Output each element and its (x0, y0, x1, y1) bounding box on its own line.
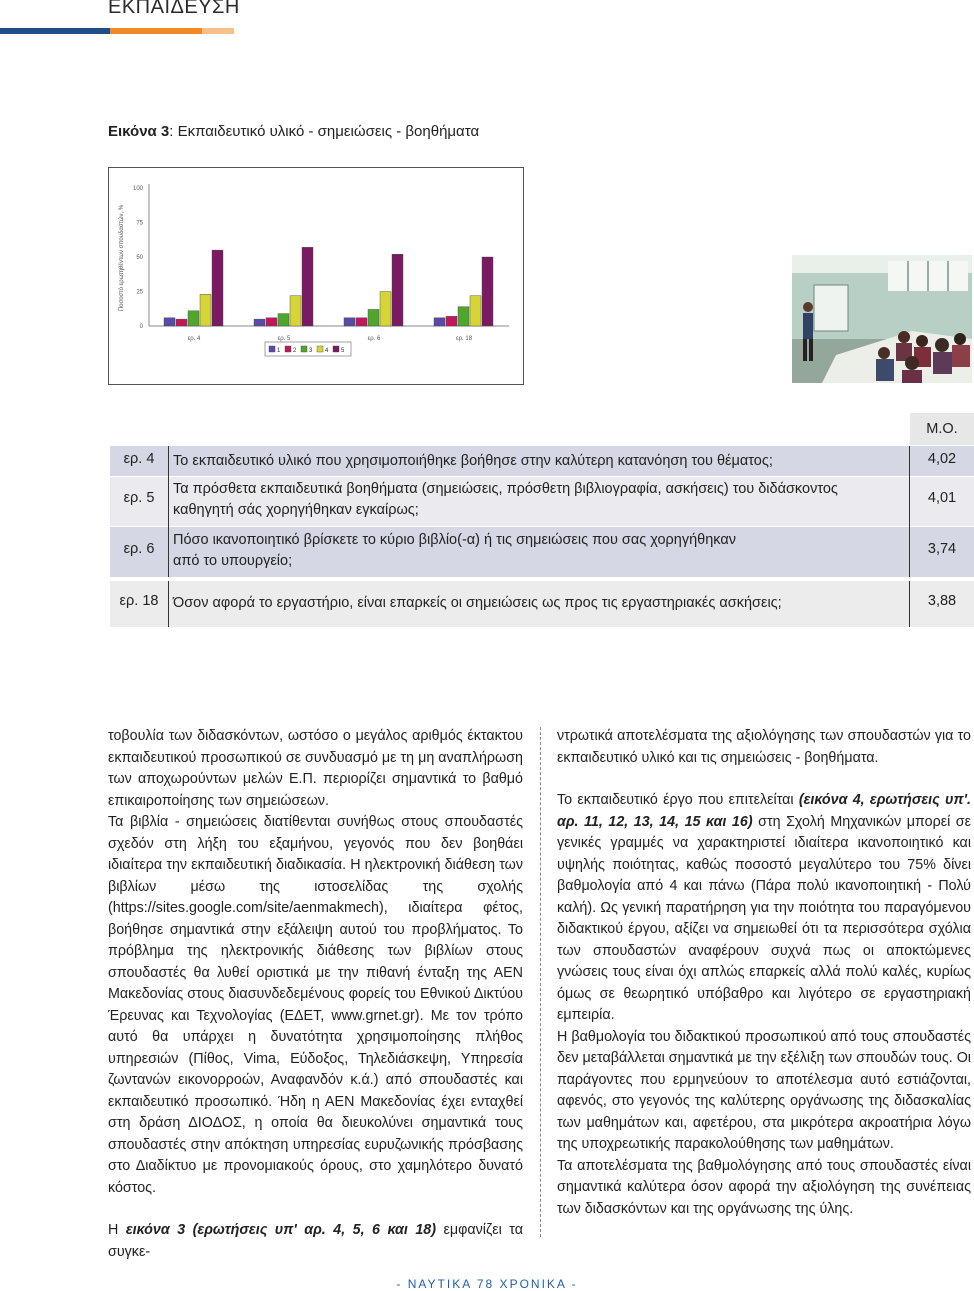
page-footer: - ΝΑΥΤΙΚΑ 78 ΧΡΟΝΙΚΑ - (396, 1277, 578, 1291)
table-divider (168, 446, 169, 577)
paragraph: Τα αποτελέσματα της βαθμολόγησης από τους σπουδαστές είναι σημαντικά καλύτερα όσον αφορά την αξιολόγηση της συνέπειας των διδασκόντων και της οργάνωσης της ύλης. (557, 1157, 971, 1217)
bar (458, 307, 469, 326)
table-divider (909, 581, 910, 627)
y-tick-label: 0 (139, 324, 143, 330)
classroom-photo (792, 255, 972, 383)
legend-swatch (301, 346, 307, 352)
bar (266, 318, 277, 326)
row-id: ερ. 18 (119, 593, 159, 609)
bar (164, 318, 175, 326)
legend-label: 5 (341, 348, 345, 354)
bar (482, 257, 493, 326)
legend-label: 4 (325, 348, 329, 354)
y-tick-label: 50 (136, 255, 143, 261)
row-question (173, 479, 905, 521)
paragraph (557, 790, 971, 1027)
section-header: ΕΚΠΑΙΔΕΥΣΗ (108, 0, 240, 18)
legend-swatch (269, 346, 275, 352)
bar (200, 294, 211, 326)
table-divider (168, 581, 169, 627)
column-divider (540, 727, 541, 1237)
row-question (173, 530, 905, 572)
bar (212, 250, 223, 326)
bar-chart (108, 167, 524, 385)
figure-reference: εικόνα 3 (ερωτήσεις υπ' αρ. 4, 5, 6 και 18) (125, 1222, 436, 1238)
row-question: Όσον αφορά το εργαστήριο, είναι επαρκείς οι σημειώσεις ως προς τις εργαστηριακές ασκήσεις; (173, 595, 782, 611)
left-column (108, 726, 523, 1263)
x-tick-label: ερ. 6 (367, 336, 381, 342)
bar (434, 318, 445, 326)
mo-label: Μ.Ο. (926, 421, 958, 437)
figure-caption (108, 123, 479, 140)
paragraph: Τα βιβλία - σημειώσεις διατίθενται συνήθως στους σπουδαστές σχεδόν στη λήξη του εξαμήνου, γεγονός που δεν βοηθάει ιδιαίτερα την εκπαιδευτική διαδικασία. Η ηλεκτρονική διάθεση των βιβλίων μέσω της ιστοσελίδας της σχολής (https://sites.google.com/site/aenmakmech), ιδιαίτερα φέτος, βοήθησε σημαντικά στην εξάλειψη αυτού του προβλήματος. Το πρόβλημα της ηλεκτρονικής διάθεσης των βιβλίων στους σπουδαστές θα λυθεί οριστικά με την πιθανή ένταξη της ΑΕΝ Μακεδονίας στους διασυνδεδεμένους φορείς του Εθνικού Δικτύου Έρευνας και Τεχνολογίας (ΕΔΕΤ, www.grnet.gr). Με τον τρόπο αυτό θα υπάρχει η δυνατότητα χρησιμοποίησης πλήθος υπηρεσιών (Πίθος, Vima, Εύδοξος, Τηλεδιάσκεψη, Υπηρεσία ζωντανών εικονορροών, Αναφανδόν κ.ά.) από σπουδαστές και εκπαιδευτικό προσωπικό. Ήδη η ΑΕΝ Μακεδονίας έχει ενταχθεί στη δράση ΔΙΟΔΟΣ, η οποία θα διευκολύνει σημαντικά τους σπουδαστές στην απόκτηση υπηρεσίας ευρυζωνικής πρόσβασης στο Διαδίκτυο με προνομιακούς όρους, στο χαμηλότερο δυνατό κόστος. (108, 814, 523, 1196)
bar-chart-svg (109, 168, 523, 384)
bar (392, 254, 403, 326)
bar (368, 309, 379, 326)
header-rule-orange (110, 28, 202, 34)
right-column (557, 726, 971, 1220)
legend-label: 1 (277, 348, 281, 354)
bar (176, 319, 187, 326)
legend-swatch (285, 346, 291, 352)
row-mean: 4,01 (927, 490, 957, 506)
paragraph (108, 1220, 523, 1263)
row-id: ερ. 6 (123, 541, 155, 557)
bar (470, 296, 481, 326)
x-tick-label: ερ. 5 (277, 336, 291, 342)
bar (278, 314, 289, 326)
y-tick-label: 25 (136, 289, 143, 296)
bar (254, 319, 265, 326)
legend-swatch (317, 346, 323, 352)
header-rule-blue (0, 28, 110, 34)
row-mean: 4,02 (927, 451, 957, 467)
figure-label: Εικόνα 3 (108, 123, 170, 140)
row-mean: 3,88 (927, 593, 957, 609)
bar (380, 292, 391, 327)
row-id: ερ. 4 (123, 451, 155, 467)
bar (344, 318, 355, 326)
legend-label: 3 (309, 348, 313, 354)
row-id: ερ. 5 (123, 490, 155, 506)
y-tick-label: 75 (136, 220, 143, 227)
paragraph: ντρωτικά αποτελέσματα της αξιολόγησης των σπουδαστών για το εκπαιδευτικό υλικό και τις σημειώσεις - βοηθήματα. (557, 728, 971, 766)
bar (290, 296, 301, 326)
text-run: Το εκπαιδευτικό έργο που επιτελείται (557, 792, 799, 808)
text-run: εμφανίζει τα συγκε- (108, 1222, 523, 1260)
figure-reference: (εικόνα 4, ερωτήσεις υπ'. αρ. 11, 12, 13, 14, 15 και 16) (557, 792, 971, 830)
paragraph: Η βαθμολογία του διδακτικού προσωπικού από τους σπουδαστές δεν μεταβάλλεται σημαντικά με την εξέλιξη των σπουδών τους. Οι παράγοντες που ερμηνεύουν το αποτέλεσμα αυτό εστιάζονται, αφενός, στο γεγονός της καλύτερης οργάνωσης της διδασκαλίας των μαθημάτων και, αφετέρου, στα μικρότερα ακροατήρια λόγω της υποχρεωτικής παρακολούθησης των μαθημάτων. (557, 1028, 971, 1152)
paragraph: τοβουλία των διδασκόντων, ωστόσο ο μεγάλος αριθμός έκτακτου εκπαιδευτικού προσωπικού σε συνδυασμό με τη μη αναπλήρωση των αποχωρούντων μελών Ε.Π. περιορίζει σημαντικά το βαθμό επικαιροποίησης των σημειώσεων. (108, 728, 523, 809)
y-tick-label: 100 (132, 186, 143, 192)
legend-label: 2 (293, 348, 297, 354)
bar (446, 316, 457, 326)
row-question-line1: Πόσο ικανοποιητικό βρίσκετε το κύριο βιβλίο(-α) ή τις σημειώσεις που σας χορηγήθηκαν (173, 532, 737, 548)
figure-caption-text: : Εκπαιδευτικό υλικό - σημειώσεις - βοηθήματα (169, 123, 480, 140)
row-question-line2: από το υπουργείο; (173, 553, 293, 569)
legend-swatch (333, 346, 339, 352)
row-question-line2: καθηγητή σάς χορηγήθηκαν εγκαίρως; (173, 502, 419, 518)
x-tick-label: ερ. 18 (455, 336, 473, 342)
bar (356, 318, 367, 326)
x-tick-label: ερ. 4 (187, 336, 201, 342)
bar (302, 247, 313, 326)
row-question-line1: Τα πρόσθετα εκπαιδευτικά βοηθήματα (σημειώσεις, πρόσθετη βιβλιογραφία, ασκήσεις) του διδάσκοντος (173, 481, 838, 497)
table-divider (909, 446, 910, 577)
text-run: στη Σχολή Μηχανικών μπορεί σε γενικές γραμμές να χαρακτηριστεί ιδιαίτερα ικανοποιητικό και υψηλής ποιότητας, καθώς ποσοστό μεγαλύτερο του 75% δίνει βαθμολογία από 4 και πάνω (Πάρα πολύ ικανοποιητική - Πολύ καλή). Ως γενική παρατήρηση για την ποιότητα του παραγόμενου διδακτικού έργου, αξίζει να σημειωθεί ότι τα περισσότερα σχόλια των σπουδαστών αναφέρουν συχνά πως οι αποκτώμενες γνώσεις τους είναι όχι απλώς επαρκείς αλλά πολύ καλές, κυρίως όμως σε θεωρητικό υπόβαθρο και λιγότερο σε εργαστηριακή εμπειρία. (557, 813, 972, 1023)
text-run: Η (108, 1222, 126, 1238)
row-question: Το εκπαιδευτικό υλικό που χρησιμοποιήθηκε βοήθησε στην καλύτερη κατανόηση του θέματος; (173, 453, 773, 469)
bar (188, 311, 199, 326)
header-rule-orange-light (202, 28, 234, 34)
row-mean: 3,74 (927, 541, 957, 557)
y-axis-label: Ποσοστό ερωτηθέντων σπουδαστών, % (119, 204, 125, 312)
